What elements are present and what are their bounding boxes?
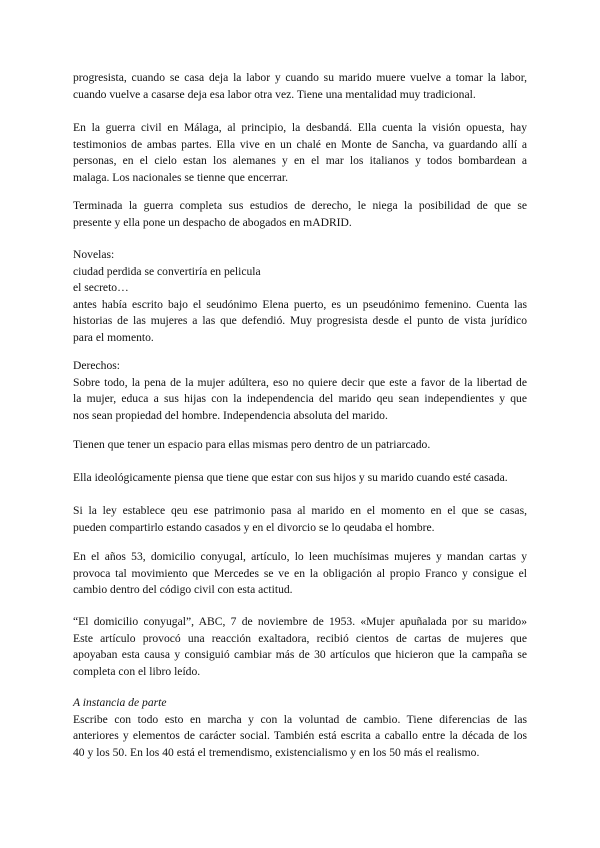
text-line: Terminada la guerra completa sus estudios de derecho, le niega la posibilidad de que se <box>73 199 527 212</box>
text-line: cambio dentro del código civil con esta actitud. <box>73 583 293 597</box>
paragraph-ideologica <box>73 470 527 487</box>
text-line: Sobre todo, la pena de la mujer adúltera, eso no quiere decir que este a favor de la libertad de <box>73 375 527 389</box>
text-line: “El domicilio conyugal”, ABC, 7 de noviembre de 1953. «Mujer apuñalada por su marido» <box>73 615 527 628</box>
text-line: Ella ideológicamente piensa que tiene que estar con sus hijos y su marido cuando esté casada. <box>73 471 508 484</box>
text-line: En la guerra civil en Málaga, al principio, la desbandá. Ella cuenta la visión opuesta, hay <box>73 121 527 134</box>
section-derechos <box>73 358 527 424</box>
section-instancia-de-parte <box>73 695 527 761</box>
text-line: testimonios de ambas partes. Ella vive en un chalé en Monte de Sancha, va guardando allí a <box>73 137 527 151</box>
list-item: ciudad perdida se convertiría en pelicula <box>73 264 261 278</box>
text-line: la mujer, educa a sus hijas con la independencia del marido qeu sean independientes y que <box>73 392 527 406</box>
text-line: nos sean propiedad del hombre. Independencia absoluta del marido. <box>73 408 388 422</box>
text-line: pueden compartirlo estando casados y en el divorcio se lo qeudaba el hombre. <box>73 520 435 534</box>
paragraph-progresista <box>73 70 527 103</box>
section-heading: Derechos: <box>73 359 120 372</box>
text-line: completa con el libro leído. <box>73 664 201 678</box>
text-line: apoyaban esta causa y consiguió cambiar más de 30 artículos que hicieron que la campaña se <box>73 648 527 662</box>
list-item: el secreto… <box>73 281 129 295</box>
section-novelas <box>73 247 527 347</box>
text-line: progresista, cuando se casa deja la labor y cuando su marido muere vuelve a tomar la labor, <box>73 71 527 84</box>
paragraph-abc-article <box>73 614 527 680</box>
section-heading: A instancia de parte <box>73 696 167 709</box>
text-line: para el momento. <box>73 330 154 344</box>
paragraph-terminada-guerra <box>73 198 527 231</box>
text-line: anteriores y elementos de carácter social. También está escrita a caballo entre la década de los <box>73 729 527 743</box>
text-line: Tienen que tener un espacio para ellas mismas pero dentro de un patriarcado. <box>73 438 431 451</box>
section-heading: Novelas: <box>73 248 115 261</box>
paragraph-patrimonio <box>73 503 527 536</box>
text-line: 40 y los 50. En los 40 está el tremendismo, existencialismo y en los 50 más el realismo. <box>73 745 480 759</box>
text-line: Escribe con todo esto en marcha y con la voluntad de cambio. Tiene diferencias de las <box>73 712 527 726</box>
text-line: malaga. Los nacionales se tienne que encerrar. <box>73 170 289 184</box>
paragraph-patriarcado <box>73 437 527 454</box>
text-line: historias de las mujeres a las que defendió. Muy progresista desde el punto de vista jurídico <box>73 314 527 328</box>
text-line: Este artículo provocó una reacción exaltadora, recibió cientos de cartas de mujeres que <box>73 631 527 645</box>
text-line: presente y ella pone un despacho de abogados en mADRID. <box>73 215 352 229</box>
paragraph-guerra-civil <box>73 120 527 186</box>
text-line: personas, en el cielo estan los alemanes y en el mar los italianos y todos bombardean a <box>73 154 527 168</box>
text-line: provoca tal movimiento que Mercedes se ve en la obligación al propio Franco y consigue el <box>73 566 527 580</box>
text-line: cuando vuelve a casarse deja esa labor otra vez. Tiene una mentalidad muy tradicional. <box>73 87 476 101</box>
text-line: Si la ley establece qeu ese patrimonio pasa al marido en el momento en el que se casas, <box>73 504 527 517</box>
text-line: En el años 53, domicilio conyugal, artículo, lo leen muchísimas mujeres y mandan cartas y <box>73 550 527 563</box>
text-line: antes había escrito bajo el seudónimo Elena puerto, es un pseudónimo femenino. Cuenta las <box>73 297 527 311</box>
paragraph-anos-53 <box>73 549 527 599</box>
